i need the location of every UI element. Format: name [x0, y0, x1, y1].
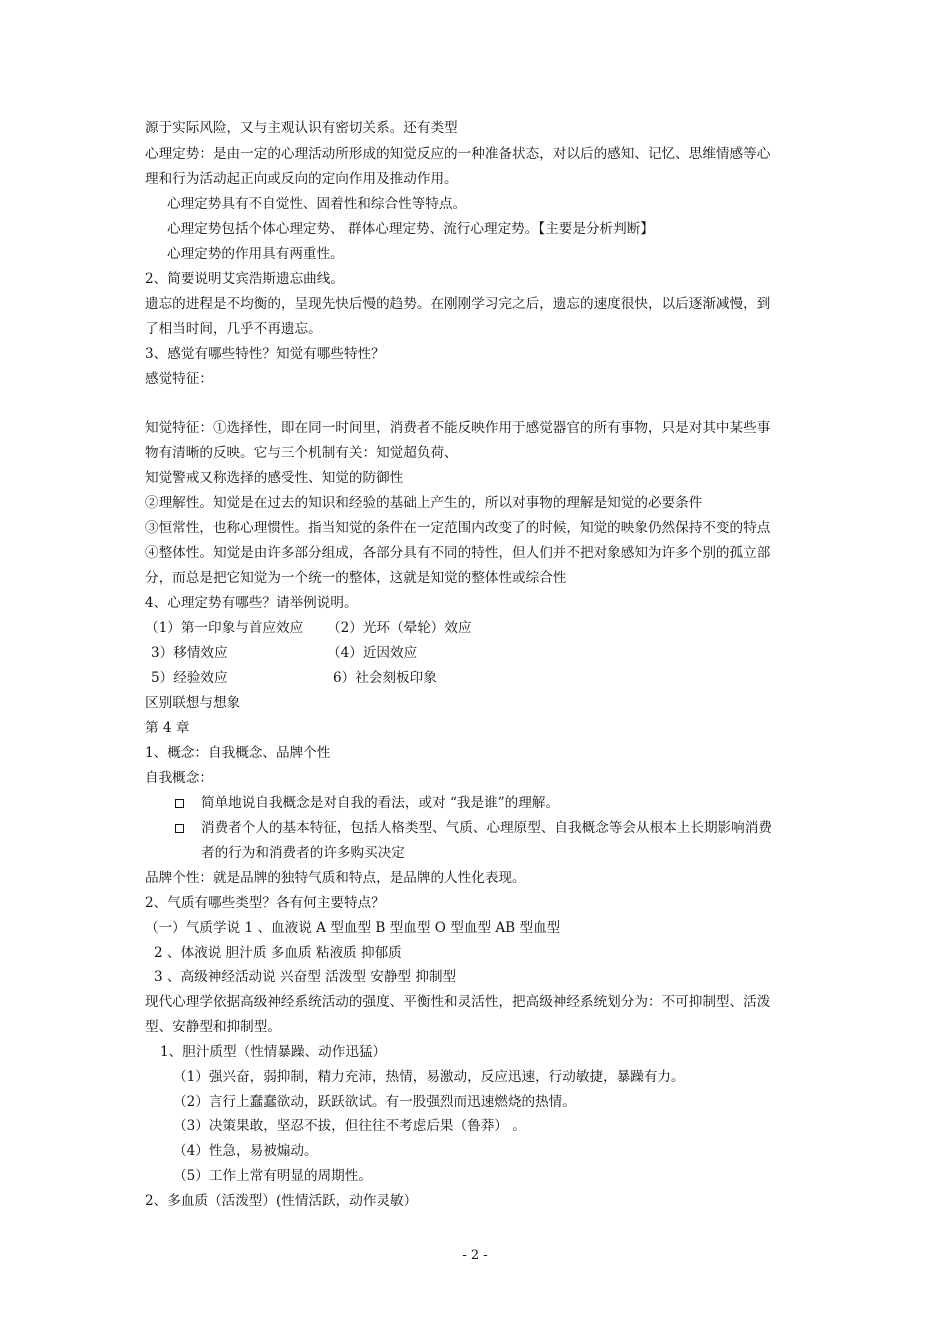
- text-line: 理和行为活动起正向或反向的定向作用及推动作用。: [145, 171, 458, 187]
- list-item: 6）社会刻板印象: [333, 670, 437, 686]
- list-item: （1）第一印象与首应效应: [145, 620, 304, 636]
- question-heading: 4、心理定势有哪些？请举例说明。: [145, 595, 358, 611]
- question-heading: 2、气质有哪些类型？各有何主要特点？: [145, 895, 385, 911]
- bullet-item: [175, 795, 560, 812]
- section-heading: 2、多血质（活泼型）(性情活跃，动作灵敏）: [145, 1193, 418, 1209]
- text-line: 区别联想与想象: [145, 695, 241, 711]
- text-line: ②理解性。知觉是在过去的知识和经验的基础上产生的，所以对事物的理解是知觉的必要条件: [145, 495, 703, 511]
- list-item: （1）强兴奋，弱抑制，精力充沛，热情，易激动，反应迅速，行动敏捷，暴躁有力。: [173, 1069, 685, 1085]
- text-line: 物有清晰的反映。它与三个机制有关：知觉超负荷、: [145, 445, 458, 461]
- list-item: （2）光环（晕轮）效应: [327, 620, 472, 636]
- question-heading: 1、概念：自我概念、品牌个性: [145, 745, 331, 761]
- square-bullet-icon: [175, 824, 184, 833]
- text-line: 知觉特征：①选择性，即在同一时间里，消费者不能反映作用于感觉器官的所有事物，只是对其中某些事: [145, 420, 771, 436]
- list-item: （4）性急，易被煽动。: [173, 1143, 318, 1159]
- text-line: ④整体性。知觉是由许多部分组成，各部分具有不同的特性，但人们并不把对象感知为许多个别的孤立部: [145, 545, 771, 561]
- bullet-item: [175, 820, 772, 837]
- text-line: 了相当时间，几乎不再遗忘。: [145, 321, 322, 337]
- chapter-heading: 第 4 章: [145, 720, 190, 736]
- list-item: 5）经验效应: [151, 670, 228, 686]
- list-item: （5）工作上常有明显的周期性。: [173, 1168, 372, 1184]
- text-line: 心理定势具有不自觉性、固着性和综合性等特点。: [167, 196, 467, 212]
- page-number: - 2 -: [462, 1248, 488, 1263]
- text-line: 知觉警戒又称选择的感受性、知觉的防御性: [145, 470, 404, 486]
- text-line: 品牌个性：就是品牌的独特气质和特点，是品牌的人性化表现。: [145, 870, 526, 886]
- text-line: 感觉特征：: [145, 371, 213, 387]
- text-line: （一）气质学说 1 、血液说 A 型血型 B 型血型 O 型血型 AB 型血型: [145, 920, 561, 936]
- text-line: 源于实际风险，又与主观认识有密切关系。还有类型: [145, 120, 458, 136]
- section-heading: 1、胆汁质型（性情暴躁、动作迅猛）: [160, 1044, 387, 1060]
- square-bullet-icon: [175, 799, 184, 808]
- bullet-text: 消费者个人的基本特征，包括人格类型、气质、心理原型、自我概念等会从根本上长期影响消费: [201, 820, 772, 836]
- bullet-text: 简单地说自我概念是对自我的看法，或对 “我是谁”的理解。: [201, 795, 560, 811]
- list-item: （2）言行上蠢蠢欲动，跃跃欲试。有一股强烈而迅速燃烧的热情。: [173, 1094, 576, 1110]
- text-line: 心理定势：是由一定的心理活动所形成的知觉反应的一种准备状态，对以后的感知、记忆、思维情感等心: [145, 146, 771, 162]
- text-line: ③恒常性，也称心理惯性。指当知觉的条件在一定范围内改变了的时候，知觉的映象仍然保持不变的特点: [145, 520, 771, 536]
- text-line: 现代心理学依据高级神经系统活动的强度、平衡性和灵活性，把高级神经系统划分为：不可抑制型、活泼: [145, 994, 771, 1010]
- text-line: 自我概念：: [145, 770, 213, 786]
- text-line: 型、安静型和抑制型。: [145, 1019, 281, 1035]
- list-item: 3）移情效应: [151, 645, 228, 661]
- text-line: 3 、高级神经活动说 兴奋型 活泼型 安静型 抑制型: [154, 969, 457, 985]
- question-heading: 2、简要说明艾宾浩斯遗忘曲线。: [145, 271, 344, 287]
- list-item: （4）近因效应: [327, 645, 418, 661]
- question-heading: 3、感觉有哪些特性？知觉有哪些特性？: [145, 346, 385, 362]
- text-line: 心理定势的作用具有两重性。: [167, 246, 344, 262]
- text-line: 遗忘的进程是不均衡的，呈现先快后慢的趋势。在刚刚学习完之后，遗忘的速度很快，以后逐渐减慢，到: [145, 296, 771, 312]
- text-line: 分，而总是把它知觉为一个统一的整体，这就是知觉的整体性或综合性: [145, 570, 567, 586]
- text-line: 心理定势包括个体心理定势、 群体心理定势、流行心理定势。【主要是分析判断】: [167, 221, 654, 237]
- list-item: （3）决策果敢，坚忍不拔，但往往不考虑后果（鲁莽） 。: [173, 1118, 526, 1134]
- text-line: 2 、体液说 胆汁质 多血质 粘液质 抑郁质: [154, 945, 402, 961]
- text-line: 者的行为和消费者的许多购买决定: [201, 845, 405, 861]
